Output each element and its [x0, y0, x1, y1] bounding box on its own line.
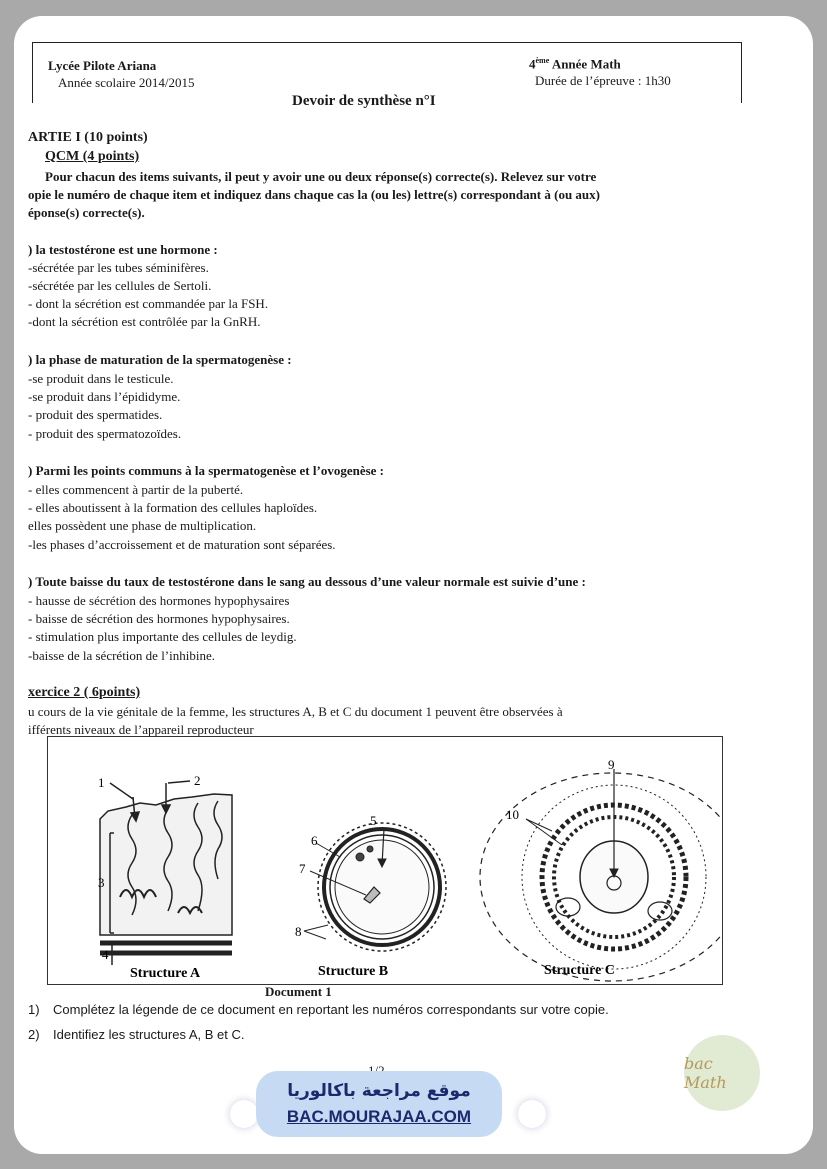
question-number: 1) — [28, 1002, 40, 1017]
exam-page — [14, 16, 813, 1154]
q3-stem: ) Parmi les points communs à la spermatogenèse et l’ovogenèse : — [28, 463, 384, 478]
label-3: 3 — [98, 875, 105, 890]
banner-arabic-title: موقع مراجعة باكالوريا — [287, 1081, 471, 1101]
label-4: 4 — [102, 947, 109, 962]
exam-duration: Durée de l’épreuve : 1h30 — [535, 73, 671, 88]
qcm-intro-line: éponse(s) correcte(s). — [28, 205, 145, 220]
partie1-title: ARTIE I (10 points) — [28, 130, 148, 145]
q1-option: -dont la sécrétion est contrôlée par la GnRH. — [28, 314, 261, 329]
left-banner-logo — [230, 1100, 258, 1128]
caption-structure-b: Structure B — [318, 964, 389, 979]
question-text: Complétez la légende de ce document en reportant les numéros correspondants sur votre copie. — [53, 1002, 609, 1017]
label-5: 5 — [370, 813, 377, 828]
q1-option: - dont la sécrétion est commandée par la FSH. — [28, 296, 269, 311]
caption-structure-c: Structure C — [544, 963, 615, 978]
q3-option: elles possèdent une phase de multiplication. — [28, 518, 257, 533]
q2-option: - produit des spermatozoïdes. — [28, 426, 182, 441]
bac-mourajaa-banner[interactable] — [256, 1071, 502, 1137]
right-banner-logo — [518, 1100, 546, 1128]
qcm-intro-line: Pour chacun des items suivants, il peut y avoir une ou deux réponse(s) correcte(s). Relevez sur votre — [45, 169, 597, 184]
structure-c-drawing — [480, 769, 722, 981]
q2-option: - produit des spermatides. — [28, 407, 163, 422]
label-8: 8 — [295, 924, 302, 939]
document1-figure — [47, 736, 723, 985]
label-6: 6 — [311, 833, 318, 848]
q4-option: - hausse de sécrétion des hormones hypophysaires — [28, 593, 290, 608]
exercice2-intro-line: ifférents niveaux de l’appareil reproducteur — [28, 722, 254, 737]
exercice2-intro-line: u cours de la vie génitale de la femme, les structures A, B et C du document 1 peuvent être observées à — [28, 704, 563, 719]
label-9: 9 — [608, 757, 615, 772]
structure-b-drawing — [304, 823, 446, 951]
q2-option: -se produit dans le testicule. — [28, 371, 174, 386]
figure-drawing — [48, 737, 722, 984]
q4-option: -baisse de la sécrétion de l’inhibine. — [28, 648, 215, 663]
q2-stem: ) la phase de maturation de la spermatogenèse : — [28, 352, 292, 367]
q3-option: - elles commencent à partir de la puberté. — [28, 482, 244, 497]
q2-option: -se produit dans l’épididyme. — [28, 389, 181, 404]
banner-url-link[interactable]: BAC.MOURAJAA.COM — [286, 1107, 472, 1126]
q1-option: -sécrétée par les tubes séminifères. — [28, 260, 209, 275]
q1-option: -sécrétée par les cellules de Sertoli. — [28, 278, 212, 293]
exercice2-title: xercice 2 ( 6points) — [28, 685, 141, 700]
qcm-title: QCM (4 points) — [45, 149, 140, 164]
label-7: 7 — [299, 861, 306, 876]
q3-option: - elles aboutissent à la formation des cellules haploïdes. — [28, 500, 318, 515]
structure-a-drawing — [100, 781, 232, 965]
q4-stem: ) Toute baisse du taux de testostérone dans le sang au dessous d’une valeur normale est suivie d’une : — [28, 574, 586, 589]
caption-structure-a: Structure A — [130, 966, 201, 981]
bac-math-logo: bac Math — [684, 1035, 760, 1111]
q4-option: - baisse de sécrétion des hormones hypophysaires. — [28, 611, 290, 626]
label-2: 2 — [194, 773, 201, 788]
qcm-intro-line: opie le numéro de chaque item et indiquez dans chaque cas la (ou les) lettre(s) correspondant à (ou aux) — [28, 187, 600, 202]
label-1: 1 — [98, 775, 105, 790]
question-text: Identifiez les structures A, B et C. — [53, 1027, 245, 1042]
q3-option: -les phases d’accroissement et de maturation sont séparées. — [28, 537, 336, 552]
document1-label: Document 1 — [265, 984, 332, 999]
grade-label: 4ème Année Math — [529, 56, 621, 72]
exam-title: Devoir de synthèse n°I — [292, 93, 436, 109]
q1-stem: ) la testostérone est une hormone : — [28, 242, 218, 257]
question-number: 2) — [28, 1027, 40, 1042]
school-name: Lycée Pilote Ariana — [48, 58, 157, 73]
q4-option: - stimulation plus importante des cellules de leydig. — [28, 629, 297, 644]
school-year: Année scolaire 2014/2015 — [58, 75, 195, 90]
label-10: 10 — [506, 807, 519, 822]
